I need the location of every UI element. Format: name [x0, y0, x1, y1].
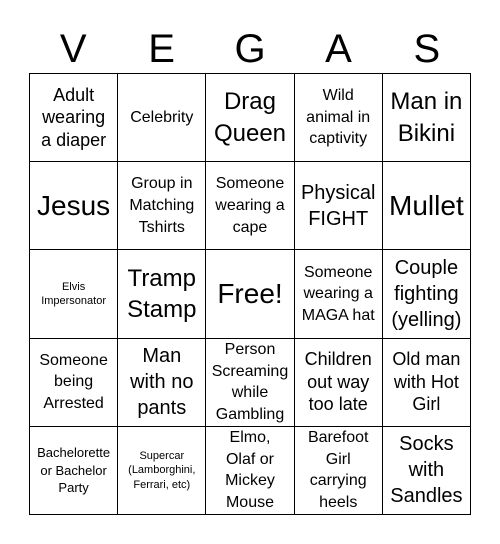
bingo-cell[interactable]: Children out way too late	[295, 339, 383, 427]
header-letter-v: V	[59, 27, 87, 71]
bingo-cell[interactable]: Couple fighting (yelling)	[383, 250, 471, 338]
bingo-cell[interactable]: Celebrity	[118, 74, 206, 162]
bingo-cell[interactable]: Socks with Sandles	[383, 427, 471, 515]
header-letter-g: G	[234, 27, 266, 71]
bingo-header	[29, 24, 471, 74]
bingo-cell[interactable]: Jesus	[30, 162, 118, 250]
bingo-cell[interactable]: Physical FIGHT	[295, 162, 383, 250]
bingo-cell[interactable]: Man with no pants	[118, 339, 206, 427]
free-space-cell[interactable]: Free!	[206, 250, 294, 338]
bingo-cell[interactable]: Elvis Impersonator	[30, 250, 118, 338]
bingo-cell[interactable]: Bachelorette or Bachelor Party	[30, 427, 118, 515]
bingo-cell[interactable]: Drag Queen	[206, 74, 294, 162]
bingo-cell[interactable]: Elmo, Olaf or Mickey Mouse	[206, 427, 294, 515]
bingo-cell[interactable]: Group in Matching Tshirts	[118, 162, 206, 250]
bingo-cell[interactable]: Someone being Arrested	[30, 339, 118, 427]
bingo-cell[interactable]: Adult wearing a diaper	[30, 74, 118, 162]
header-letter-s: S	[413, 27, 441, 71]
bingo-grid	[29, 73, 471, 515]
bingo-cell[interactable]: Mullet	[383, 162, 471, 250]
bingo-cell[interactable]: Barefoot Girl carrying heels	[295, 427, 383, 515]
header-letter-a: A	[325, 27, 352, 71]
bingo-cell[interactable]: Man in Bikini	[383, 74, 471, 162]
bingo-cell[interactable]: Old man with Hot Girl	[383, 339, 471, 427]
bingo-cell[interactable]: Person Screaming while Gambling	[206, 339, 294, 427]
bingo-cell[interactable]: Wild animal in captivity	[295, 74, 383, 162]
bingo-cell[interactable]: Tramp Stamp	[118, 250, 206, 338]
bingo-cell[interactable]: Someone wearing a cape	[206, 162, 294, 250]
header-letter-e: E	[148, 27, 175, 71]
bingo-cell[interactable]: Supercar (Lamborghini, Ferrari, etc)	[118, 427, 206, 515]
bingo-cell[interactable]: Someone wearing a MAGA hat	[295, 250, 383, 338]
